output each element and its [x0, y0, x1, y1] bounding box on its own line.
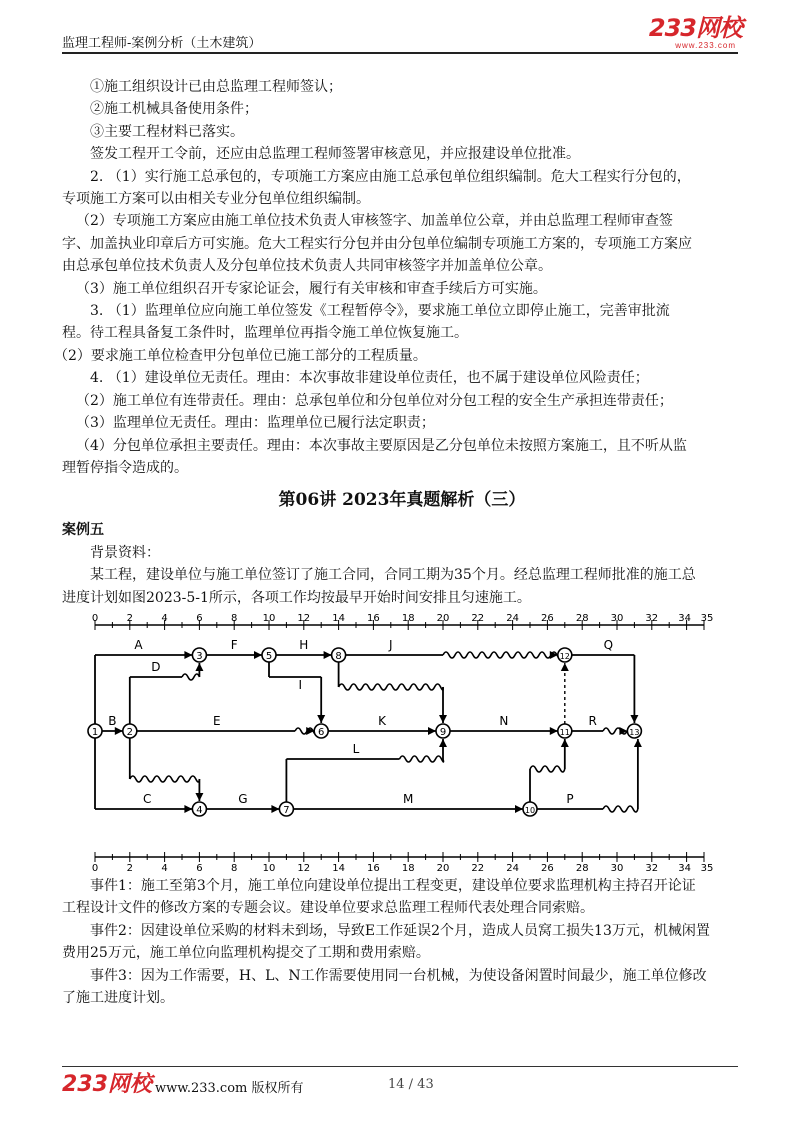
- top-axis-tick-label: 35: [700, 612, 714, 624]
- label-N: N: [499, 713, 509, 728]
- arrow-89: [439, 715, 447, 723]
- bottom-axis-tick-label: 32: [645, 862, 659, 874]
- brand-logo-text: 233网校: [648, 14, 742, 42]
- text-line: （3）施工单位组织召开专家论证会，履行有关审核和审查手续后方可实施。: [76, 280, 547, 297]
- top-axis-tick-label: 6: [196, 612, 203, 624]
- top-axis-tick-label: 32: [645, 612, 659, 624]
- node-label: 10: [524, 805, 536, 815]
- network-diagram-svg: [62, 613, 742, 875]
- text-line: 专项施工方案可以由相关专业分包单位组织编制。: [62, 191, 370, 208]
- arrow-M: [515, 805, 523, 813]
- document-header-title: 监理工程师-案例分析（土木建筑）: [62, 36, 262, 51]
- node-label: 9: [439, 726, 447, 738]
- top-axis-tick-label: 26: [541, 612, 554, 624]
- bottom-axis-tick-label: 28: [575, 862, 589, 874]
- bottom-axis-tick-label: 26: [541, 862, 554, 874]
- text-line: 程。待工程具备复工条件时，监理单位再指令施工单位恢复施工。: [62, 325, 468, 342]
- arrow-K: [428, 727, 436, 735]
- background-label: 背景资料：: [90, 544, 160, 561]
- bottom-axis-tick-label: 2: [126, 862, 133, 874]
- label-M: M: [403, 791, 414, 806]
- text-line: 工程设计文件的修改方案的专题会议。建设单位要求总监理工程师代表处理合同索赔。: [62, 900, 594, 917]
- wave-1011: [530, 766, 565, 772]
- bottom-axis-tick-label: 4: [161, 862, 168, 874]
- label-L: L: [352, 741, 360, 756]
- label-R: R: [588, 713, 597, 728]
- bottom-axis-tick-label: 34: [678, 862, 691, 874]
- top-axis-tick-label: 0: [91, 612, 99, 624]
- header-divider: [62, 52, 738, 54]
- label-F: F: [230, 637, 238, 652]
- top-axis-tick-label: 28: [575, 612, 589, 624]
- page-number: 14 / 43: [388, 1077, 434, 1092]
- brand-logo-url: www.233.com: [675, 41, 736, 50]
- text-line: 事件1：施工至第3个月，施工单位向建设单位提出工程变更，建设单位要求监理机构主持召开论证: [90, 877, 696, 894]
- top-axis-tick-label: 30: [610, 612, 624, 624]
- label-I: I: [298, 677, 303, 692]
- text-line: （4）分包单位承担主要责任。理由：本次事故主要原因是乙分包单位未按照方案施工，且不听从监: [76, 437, 687, 454]
- text-line: 字、加盖执业印章后方可实施。危大工程实行分包并由分包单位编制专项施工方案的，专项施工方案应: [62, 235, 692, 252]
- text-line: （2）施工单位有连带责任。理由：总承包单位和分包单位对分包工程的安全生产承担连带责任；: [76, 392, 673, 409]
- footer-logo: 233网校: [62, 1072, 152, 1097]
- footer-copyright: www.233.com 版权所有: [155, 1081, 304, 1096]
- bottom-axis-tick-label: 10: [262, 862, 276, 874]
- node-label: 3: [196, 650, 203, 662]
- label-A: A: [134, 637, 143, 652]
- arrow-1011: [561, 739, 569, 747]
- text-line: 费用25万元，施工单位向监理机构提交了工期和费用索赔。: [62, 945, 430, 962]
- arrow-N: [550, 727, 558, 735]
- node-label: 4: [196, 804, 203, 816]
- arrow-D: [195, 663, 203, 671]
- arrow-G: [271, 805, 279, 813]
- text-line: 事件2：因建设单位采购的材料未到场，导致E工作延误2个月，造成人员窝工损失13万元，机械闲置: [90, 922, 710, 939]
- bottom-axis-tick-label: 16: [367, 862, 380, 874]
- intro-line: 进度计划如图2023-5-1所示，各项工作均按最早开始时间安排且匀速施工。: [62, 589, 531, 606]
- case-title: 案例五: [62, 522, 104, 539]
- text-line: （3）监理单位无责任。理由：监理单位已履行法定职责；: [76, 415, 435, 432]
- text-line: ①施工组织设计已由总监理工程师签认；: [90, 79, 342, 95]
- top-axis-tick-label: 12: [297, 612, 311, 624]
- top-axis-tick-label: 34: [678, 612, 691, 624]
- wave-P: [603, 806, 638, 812]
- bottom-axis-tick-label: 30: [610, 862, 624, 874]
- bottom-axis-tick-label: 20: [436, 862, 450, 874]
- label-Q: Q: [603, 637, 614, 652]
- arrow-I: [317, 715, 325, 723]
- answer-paragraphs: [54, 76, 742, 479]
- bottom-axis-tick-label: 22: [471, 862, 485, 874]
- footer-divider: [62, 1066, 738, 1067]
- wave-L: [400, 756, 444, 762]
- node-label: 2: [126, 726, 133, 738]
- node-label: 7: [283, 804, 290, 816]
- arrow-L: [439, 739, 447, 747]
- top-axis-tick-label: 8: [231, 612, 238, 624]
- bottom-axis-tick-label: 24: [506, 862, 519, 874]
- node-label: 12: [559, 651, 570, 661]
- top-axis-tick-label: 4: [161, 612, 168, 624]
- page-content: [54, 76, 742, 1009]
- text-line: 签发工程开工令前，还应由总监理工程师签署审核意见，并应报建设单位批准。: [90, 146, 580, 163]
- text-line: （2）要求施工单位检查甲分包单位已施工部分的工程质量。: [54, 347, 427, 364]
- wave-D: [182, 674, 199, 680]
- text-line: 理暂停指令造成的。: [62, 459, 188, 476]
- bottom-axis-tick-label: 14: [332, 862, 345, 874]
- bottom-axis-tick-label: 8: [231, 862, 238, 874]
- label-K: K: [378, 713, 387, 728]
- text-line: ③主要工程材料已落实。: [90, 123, 244, 140]
- text-line: ②施工机械具备使用条件；: [90, 101, 258, 118]
- wave-J: [443, 652, 559, 658]
- arrow-dummy: [561, 663, 569, 671]
- node-label: 8: [335, 650, 342, 662]
- bottom-axis-tick-label: 12: [297, 862, 311, 874]
- node-label: 1: [91, 726, 99, 738]
- arrow-A: [184, 651, 192, 659]
- brand-logo: [649, 16, 742, 50]
- label-G: G: [238, 791, 248, 806]
- text-line: 了施工进度计划。: [62, 989, 174, 1006]
- top-axis-tick-label: 22: [471, 612, 485, 624]
- top-axis-tick-label: 16: [367, 612, 380, 624]
- intro-line: 某工程，建设单位与施工单位签订了施工合同，合同工期为35个月。经总监理工程师批准的施工总: [90, 567, 696, 584]
- bottom-axis-tick-label: 0: [91, 862, 99, 874]
- top-axis-tick-label: 20: [436, 612, 450, 624]
- label-D: D: [151, 659, 161, 674]
- arrow-C: [184, 805, 192, 813]
- arrow-24: [195, 793, 203, 801]
- lecture-title: 第06讲 2023年真题解析（三）: [278, 490, 526, 511]
- network-diagram: [62, 613, 742, 875]
- label-E: E: [213, 713, 221, 728]
- wave-89: [339, 684, 444, 690]
- top-axis-tick-label: 2: [126, 612, 133, 624]
- top-axis-tick-label: 24: [506, 612, 519, 624]
- label-J: J: [389, 637, 393, 652]
- bottom-axis-tick-label: 35: [700, 862, 714, 874]
- label-P: P: [566, 791, 574, 806]
- text-line: 由总承包单位技术负责人及分包单位技术负责人共同审核签字并加盖单位公章。: [62, 258, 552, 275]
- top-axis-tick-label: 18: [401, 612, 415, 624]
- node-label: 13: [629, 727, 640, 737]
- text-line: 2. （1）实行施工总承包的，专项施工方案应由施工总承包单位组织编制。危大工程实行分包的，: [90, 168, 691, 185]
- top-axis-tick-label: 14: [332, 612, 345, 624]
- top-axis-tick-label: 10: [262, 612, 276, 624]
- node-label: 5: [265, 650, 273, 662]
- text-line: 4. （1）建设单位无责任。理由：本次事故非建设单位责任，也不属于建设单位风险责任；: [90, 370, 649, 387]
- arrow-P: [634, 739, 642, 747]
- label-C: C: [143, 791, 152, 806]
- label-H: H: [299, 637, 309, 652]
- arrow-Q: [630, 715, 638, 723]
- arrow-B: [115, 727, 123, 735]
- node-label: 6: [318, 726, 325, 738]
- text-line: 事件3：因为工作需要，H、L、N工作需要使用同一台机械，为使设备闲置时间最少，施工单位修改: [90, 967, 707, 984]
- text-line: 3. （1）监理单位应向施工单位签发《工程暂停令》，要求施工单位立即停止施工，完善审批流: [90, 303, 670, 320]
- arrow-F: [254, 651, 262, 659]
- bottom-axis-tick-label: 18: [401, 862, 415, 874]
- event-paragraphs: [62, 875, 742, 1009]
- node-label: 11: [559, 727, 570, 737]
- wave-24: [130, 776, 200, 782]
- label-B: B: [108, 713, 117, 728]
- text-line: （2）专项施工方案应由施工单位技术负责人审核签字、加盖单位公章，并由总监理工程师审查签: [76, 213, 673, 230]
- arrow-H: [324, 651, 332, 659]
- bottom-axis-tick-label: 6: [196, 862, 203, 874]
